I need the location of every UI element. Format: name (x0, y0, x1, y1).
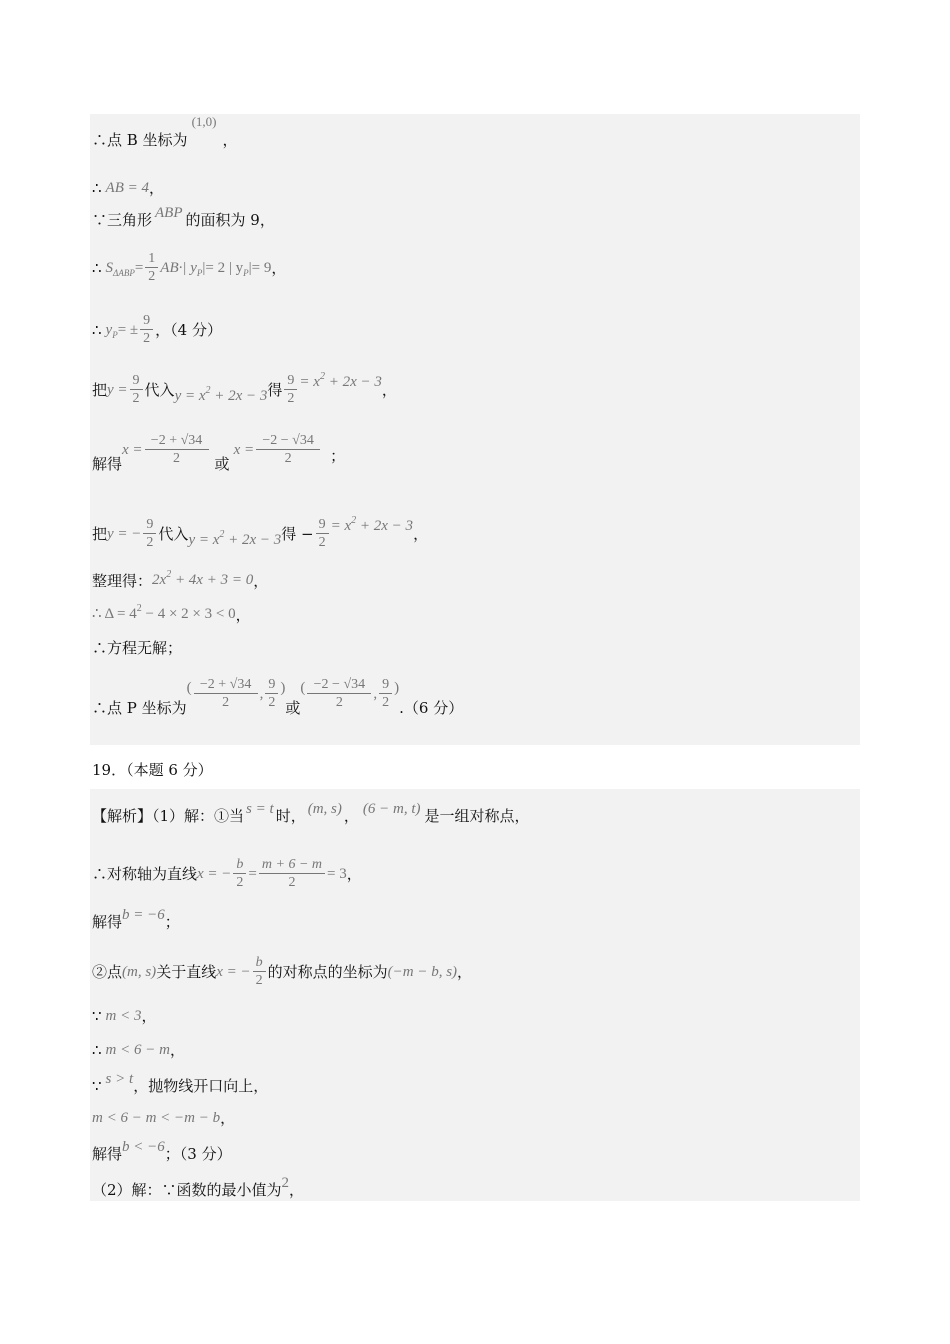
text: （2）解：∵函数的最小值为 (92, 1181, 282, 1199)
line-rearrange (92, 570, 268, 592)
line-point-p (92, 676, 464, 717)
math: 2x (152, 572, 167, 588)
text: ∴ (92, 179, 102, 197)
text: ， (235, 606, 251, 624)
text: 解得 (92, 454, 123, 473)
math: b < −6 (122, 1139, 165, 1155)
numerator: 9 (284, 372, 297, 390)
numerator: 9 (265, 676, 278, 694)
denominator: 2 (143, 331, 151, 346)
math-coord: (1,0) (191, 114, 217, 129)
text: ， (346, 864, 362, 883)
text: 整理得： (92, 572, 153, 590)
math-point: (−m − b, s) (387, 963, 458, 980)
denominator: 2 (173, 451, 181, 466)
math: |= 9 (248, 259, 272, 276)
text: ，抛物线开口向上， (133, 1077, 269, 1095)
math: 2 (281, 1175, 290, 1191)
numerator: b (253, 954, 266, 972)
math: s > t (105, 1071, 134, 1087)
math: + 2x − 3 (210, 387, 268, 404)
text: ， (413, 524, 429, 543)
math: = (134, 259, 144, 276)
denominator: 2 (268, 695, 276, 710)
text: 代入 (144, 380, 175, 399)
math-equation (152, 570, 253, 592)
math: ( (300, 679, 306, 696)
text: 代入 (158, 524, 189, 543)
math: s = t (246, 801, 274, 817)
math-quadratic (188, 530, 281, 552)
math: x = − (197, 865, 232, 882)
math: x = − (216, 963, 251, 980)
math-quadratic (175, 386, 268, 408)
math-quadratic (331, 516, 413, 538)
line-b-value (92, 907, 180, 932)
line-yp (92, 312, 222, 347)
line-area (92, 250, 286, 285)
math: b = −6 (122, 907, 165, 923)
math-sub: P (196, 267, 203, 278)
math-sub: P (243, 267, 249, 278)
denominator: 2 (318, 535, 326, 550)
solution-box-19 (90, 789, 860, 1201)
math-point: (m, s) (122, 963, 157, 980)
text: ， (169, 1041, 185, 1059)
math: + 2x − 3 (324, 373, 382, 390)
text: .（6 分） (399, 698, 464, 717)
exponent: 2 (319, 370, 325, 382)
math: x = (122, 441, 143, 458)
math: + 4x + 3 = 0 (171, 572, 254, 588)
fraction (143, 516, 156, 551)
text: ∵ (92, 1007, 102, 1025)
math: , (259, 685, 264, 702)
math: ∴ Δ = 4 (92, 606, 137, 622)
fraction (379, 676, 392, 711)
exponent: 2 (166, 569, 172, 580)
denominator: 2 (255, 973, 263, 988)
text: ；（3 分） (164, 1145, 232, 1163)
math: m < 6 − m < −m − b (92, 1110, 221, 1126)
math-ab: AB = 4 (105, 180, 149, 196)
numerator: −2 + √34 (145, 432, 209, 450)
text: 解得 (92, 1145, 123, 1163)
denominator: 2 (146, 535, 154, 550)
math: ) (280, 679, 286, 696)
fraction (265, 676, 278, 711)
text: ∴ (92, 258, 102, 277)
fraction (316, 516, 329, 551)
text: 【解析】（1）解：①当 (92, 807, 245, 825)
text: 或 (214, 454, 230, 473)
text: ， (289, 1181, 305, 1199)
text: ∴点 P 坐标为 (92, 698, 187, 717)
text: ， (343, 807, 359, 825)
math: + 2x − 3 (356, 517, 414, 534)
denominator: 2 (222, 695, 230, 710)
math-point: (6 − m, t) (362, 801, 421, 817)
solution-box-18 (90, 114, 860, 745)
text: ∴ (92, 1041, 102, 1059)
math: y (105, 321, 113, 338)
math: = ± (117, 321, 139, 338)
line-substitute-neg (92, 516, 428, 551)
math: S (105, 259, 114, 276)
line-m-lt-6-m (92, 1040, 185, 1060)
line-part-2 (92, 1175, 305, 1200)
text: 的对称点的坐标为 (267, 962, 388, 981)
numerator: −2 + √34 (194, 676, 258, 694)
math: − 4 × 2 × 3 < 0 (141, 606, 236, 622)
numerator: −2 − √34 (256, 432, 320, 450)
text: 把 (92, 524, 108, 543)
text: ， (220, 1109, 236, 1127)
text: 的面积为 9， (185, 211, 275, 229)
numerator: 9 (140, 312, 153, 330)
text: 得 − (281, 524, 314, 543)
numerator: 9 (143, 516, 156, 534)
denominator: 2 (382, 695, 390, 710)
fraction-root-neg (307, 676, 371, 711)
fraction (233, 856, 246, 891)
math: , (373, 685, 378, 702)
denominator: 2 (236, 875, 244, 890)
math: |= 2 | y (202, 259, 244, 276)
numerator: 1 (145, 250, 158, 268)
text: ， (141, 1007, 157, 1025)
math: y = − (107, 525, 142, 542)
text: 解得 (92, 913, 123, 931)
text: ∴方程无解； (92, 639, 183, 657)
fraction-root-pos (145, 432, 209, 467)
exponent: 2 (205, 384, 211, 396)
text: 把 (92, 380, 108, 399)
text: ∴点 B 坐标为 (92, 131, 188, 149)
text: 得 (267, 380, 283, 399)
math-sub: ΔABP (113, 267, 135, 278)
line-symmetric-point (92, 954, 472, 989)
denominator: 2 (287, 391, 295, 406)
exponent: 2 (351, 514, 357, 526)
math: m < 3 (105, 1008, 142, 1024)
math: ( (186, 679, 192, 696)
text: ， (149, 179, 165, 197)
line-point-b (92, 114, 238, 150)
fraction (284, 372, 297, 407)
numerator: 9 (379, 676, 392, 694)
line-inequality-chain (92, 1108, 235, 1128)
text: ∴ (92, 320, 102, 339)
exponent: 2 (136, 603, 142, 614)
math: = 3 (327, 865, 347, 882)
line-b-lt-neg6 (92, 1139, 232, 1164)
text: ， (222, 131, 238, 149)
text: ， (381, 380, 397, 399)
denominator: 2 (148, 269, 156, 284)
math: AB·| y (160, 259, 197, 276)
line-no-solution (92, 638, 182, 658)
text: ，（4 分） (155, 320, 222, 339)
text: ； (164, 913, 180, 931)
math: y = x (188, 531, 220, 548)
denominator: 2 (132, 391, 140, 406)
line-substitute-pos (92, 372, 397, 407)
text: 19．（本题 6 分） (92, 761, 213, 779)
text: ∴对称轴为直线 (92, 864, 198, 883)
fraction-root-pos (194, 676, 258, 711)
math-quadratic (299, 372, 381, 394)
denominator: 2 (288, 875, 296, 890)
math-discriminant (92, 604, 236, 626)
math: y = x (174, 387, 206, 404)
line-discriminant (92, 604, 251, 626)
line-ab (92, 178, 164, 198)
line-m-lt-3 (92, 1006, 157, 1026)
text: ， (457, 962, 473, 981)
math: x = (233, 441, 255, 458)
numerator: −2 − √34 (307, 676, 371, 694)
text: ； (330, 446, 346, 465)
text: ， (271, 258, 287, 277)
numerator: b (233, 856, 246, 874)
text: ②点 (92, 962, 123, 981)
line-triangle (92, 205, 275, 230)
denominator: 2 (284, 451, 292, 466)
math: + 2x − 3 (224, 531, 282, 548)
math: ) (394, 679, 400, 696)
fraction (259, 856, 325, 891)
math-abp: ABP (155, 205, 183, 221)
denominator: 2 (335, 695, 343, 710)
fraction-root-neg (256, 432, 320, 467)
numerator: m + 6 − m (259, 856, 325, 874)
text: ， (253, 572, 269, 590)
fraction (253, 954, 266, 989)
text: 关于直线 (156, 962, 217, 981)
math: y = (107, 381, 128, 398)
fraction (130, 372, 143, 407)
fraction-half (145, 250, 158, 285)
text: 或 (285, 698, 301, 717)
text: 是一组对称点， (424, 807, 530, 825)
math-point: (m, s) (307, 801, 342, 817)
exponent: 2 (219, 528, 225, 540)
math: = x (330, 517, 352, 534)
line-axis (92, 856, 362, 891)
fraction (140, 312, 153, 347)
math: m < 6 − m (105, 1042, 170, 1058)
math: = x (299, 373, 320, 390)
line-analysis-1 (92, 801, 530, 826)
question-19-heading (92, 760, 213, 780)
line-solutions (92, 432, 346, 473)
text: ∵三角形 (92, 211, 153, 229)
text: ∵ (92, 1077, 102, 1095)
text: 时， (275, 807, 306, 825)
line-s-gt-t (92, 1071, 269, 1096)
math-sub: P (112, 329, 118, 340)
numerator: 9 (316, 516, 329, 534)
math: = (248, 865, 257, 882)
numerator: 9 (130, 372, 143, 390)
